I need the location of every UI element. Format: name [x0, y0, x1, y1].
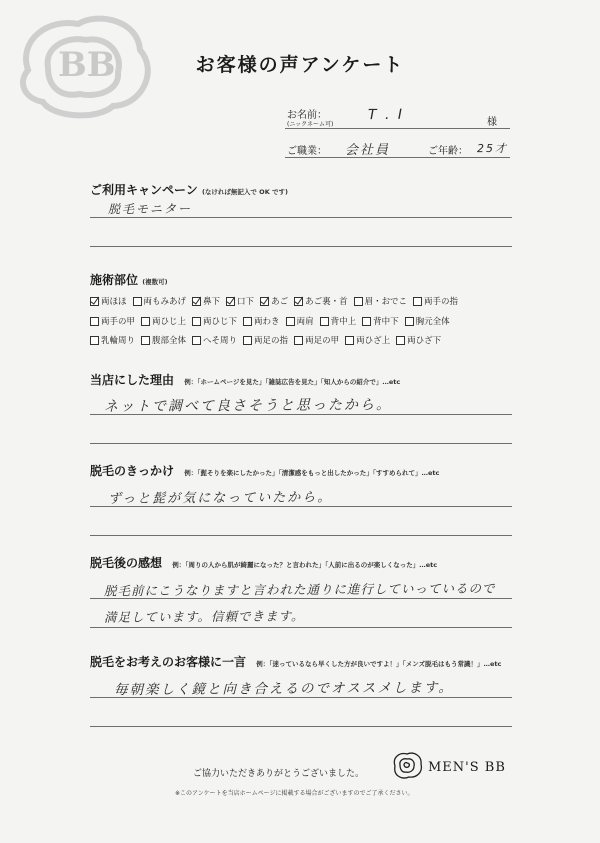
- checklist-row: [90, 334, 447, 346]
- job-age-line: [285, 157, 510, 158]
- area-option-label: 乳輪周り: [101, 336, 136, 346]
- trigger-answer: ずっと髭が気になっていたから。: [107, 490, 333, 507]
- name-suffix: 様: [487, 117, 497, 128]
- area-option[interactable]: [90, 295, 127, 307]
- checked-box-icon[interactable]: [90, 297, 99, 306]
- area-option-label: 腹部全体: [152, 336, 187, 346]
- impression-answer-line-2: 満足しています。信頼できます。: [103, 608, 305, 625]
- area-option[interactable]: [354, 295, 407, 307]
- area-option[interactable]: [286, 315, 314, 327]
- checkbox-icon[interactable]: [141, 317, 150, 326]
- area-option[interactable]: [413, 295, 458, 307]
- area-option-label: 胸元全体: [415, 317, 450, 327]
- impression-note: 例：「周りの人から肌が綺麗になった？と言われた」「人前に出るのが楽しくなった」…etc: [172, 561, 438, 569]
- area-option[interactable]: [192, 334, 237, 346]
- checkbox-icon[interactable]: [396, 336, 405, 345]
- area-option[interactable]: [192, 315, 237, 327]
- reason-note: 例：「ホームページを見た」「雑誌広告を見た」「知人からの紹介で」…etc: [184, 378, 401, 386]
- area-option-label: 両もみあげ: [143, 297, 187, 307]
- area-option[interactable]: [226, 295, 254, 307]
- area-option[interactable]: [260, 295, 288, 307]
- checkbox-icon[interactable]: [141, 336, 150, 345]
- campaign-answer: 脱毛モニター: [107, 201, 193, 217]
- area-option-label: 背中下: [373, 317, 399, 327]
- age-label: ご年齢：: [428, 146, 468, 157]
- area-option-label: 両ひじ上: [152, 317, 187, 327]
- checkbox-icon[interactable]: [90, 317, 99, 326]
- checkbox-icon[interactable]: [405, 317, 414, 326]
- area-option-label: 両肩: [296, 317, 314, 327]
- checkbox-icon[interactable]: [192, 317, 201, 326]
- area-option-label: 両わき: [254, 317, 280, 327]
- area-option[interactable]: [345, 334, 390, 346]
- checkbox-icon[interactable]: [345, 336, 354, 345]
- checkbox-icon[interactable]: [90, 336, 99, 345]
- area-option[interactable]: [405, 315, 450, 327]
- job-label: ご職業：: [287, 146, 327, 157]
- name-label: お名前：: [287, 110, 327, 121]
- area-option-label: あご: [271, 297, 289, 307]
- trigger-line-2: [90, 535, 512, 536]
- trigger-line-1: [90, 506, 512, 507]
- area-option[interactable]: [396, 334, 441, 346]
- brand-name: MEN'S BB: [428, 760, 506, 775]
- area-option[interactable]: [141, 315, 186, 327]
- area-option-label: 眉・おでこ: [364, 297, 408, 307]
- area-option[interactable]: [362, 315, 399, 327]
- svg-text:BB: BB: [58, 45, 116, 85]
- camellia-logo-icon: [390, 750, 424, 780]
- area-option-label: 両ひざ下: [407, 336, 442, 346]
- area-option-label: へそ周り: [203, 336, 238, 346]
- areas-label: 施術部位: [90, 273, 139, 287]
- checkbox-icon[interactable]: [320, 317, 329, 326]
- trigger-note: 例：「髭そりを楽にしたかった」「清潔感をもっと出したかった」「すすめられて」…etc: [184, 469, 440, 477]
- area-option-label: 両足の指: [254, 336, 289, 346]
- advice-note: 例：「迷っているなら早くした方が良いですよ！」「メンズ脱毛はもう常識！」…etc: [256, 660, 502, 668]
- campaign-label: ご利用キャンペーン: [90, 183, 198, 197]
- checkbox-icon[interactable]: [243, 336, 252, 345]
- checkbox-icon[interactable]: [192, 336, 201, 345]
- advice-line-2: [90, 726, 512, 727]
- reason-answer: ネットで調べて良さそうと思ったから。: [103, 396, 393, 416]
- advice-label: 脱毛をお考えのお客様に一言: [90, 655, 247, 669]
- area-option-label: 両ひざ上: [356, 336, 391, 346]
- advice-line-1: [90, 697, 512, 698]
- impression-heading: [90, 554, 437, 571]
- name-value: T . I: [367, 106, 405, 124]
- checked-box-icon[interactable]: [294, 297, 303, 306]
- reason-heading: [90, 371, 400, 388]
- area-option-label: 両手の甲: [101, 317, 136, 327]
- area-option-label: 口下: [237, 297, 255, 307]
- name-line: [285, 128, 510, 129]
- advice-heading: [90, 653, 501, 670]
- reason-label: 当店にした理由: [90, 373, 175, 387]
- thanks-message: ご協力いただきありがとうございました。: [193, 769, 365, 779]
- campaign-heading: [90, 181, 288, 198]
- trigger-label: 脱毛のきっかけ: [90, 464, 175, 478]
- trigger-heading: [90, 462, 439, 479]
- area-option[interactable]: [90, 315, 135, 327]
- impression-answer-line-1: 脱毛前にこうなりますと言われた通りに進行していっているので: [103, 580, 496, 599]
- checked-box-icon[interactable]: [192, 297, 201, 306]
- checklist-row: [90, 295, 464, 307]
- area-option[interactable]: [243, 334, 288, 346]
- job-value: 会社員: [344, 142, 391, 159]
- area-option[interactable]: [90, 334, 135, 346]
- areas-note: (複数可): [142, 278, 168, 286]
- area-option[interactable]: [294, 295, 348, 307]
- disclaimer: ※このアンケートを当店ホームページに掲載する場合がございますのでご了承ください。: [175, 790, 414, 797]
- area-option-label: 両手の指: [424, 297, 459, 307]
- checkbox-icon[interactable]: [362, 317, 371, 326]
- checked-box-icon[interactable]: [226, 297, 235, 306]
- area-option-label: 背中上: [330, 317, 357, 327]
- checked-box-icon[interactable]: [260, 297, 269, 306]
- area-option-label: 両ほほ: [101, 297, 127, 307]
- area-option[interactable]: [320, 315, 357, 327]
- area-option-label: 両足の甲: [305, 336, 340, 346]
- checklist-row: [90, 315, 456, 327]
- age-value: 25才: [476, 141, 509, 156]
- reason-line-2: [90, 443, 512, 444]
- advice-answer: 毎朝楽しく鏡と向き合えるのでオススメします。: [113, 679, 454, 699]
- name-sublabel: (ニックネーム可): [287, 121, 334, 128]
- areas-heading: [90, 271, 168, 288]
- reason-line-1: [90, 414, 512, 415]
- area-option[interactable]: [243, 315, 280, 327]
- checkbox-icon[interactable]: [413, 297, 422, 306]
- campaign-line-1: [90, 217, 512, 218]
- impression-label: 脱毛後の感想: [90, 556, 163, 570]
- area-option[interactable]: [133, 295, 187, 307]
- area-option[interactable]: [141, 334, 186, 346]
- area-option-label: あご裏・首: [305, 297, 348, 307]
- campaign-line-2: [90, 246, 512, 247]
- checkbox-icon[interactable]: [286, 317, 295, 326]
- checkbox-icon[interactable]: [354, 297, 363, 306]
- impression-line-1: [90, 598, 512, 599]
- area-option[interactable]: [294, 334, 339, 346]
- survey-title: お客様の声アンケート: [195, 54, 405, 76]
- checkbox-icon[interactable]: [243, 317, 252, 326]
- checkbox-icon[interactable]: [294, 336, 303, 345]
- impression-line-2: [90, 627, 512, 628]
- area-option[interactable]: [192, 295, 220, 307]
- checkbox-icon[interactable]: [133, 297, 142, 306]
- area-option-label: 鼻下: [203, 297, 221, 307]
- area-option-label: 両ひじ下: [203, 317, 238, 327]
- campaign-note: (なければ無記入で OK です): [201, 188, 288, 196]
